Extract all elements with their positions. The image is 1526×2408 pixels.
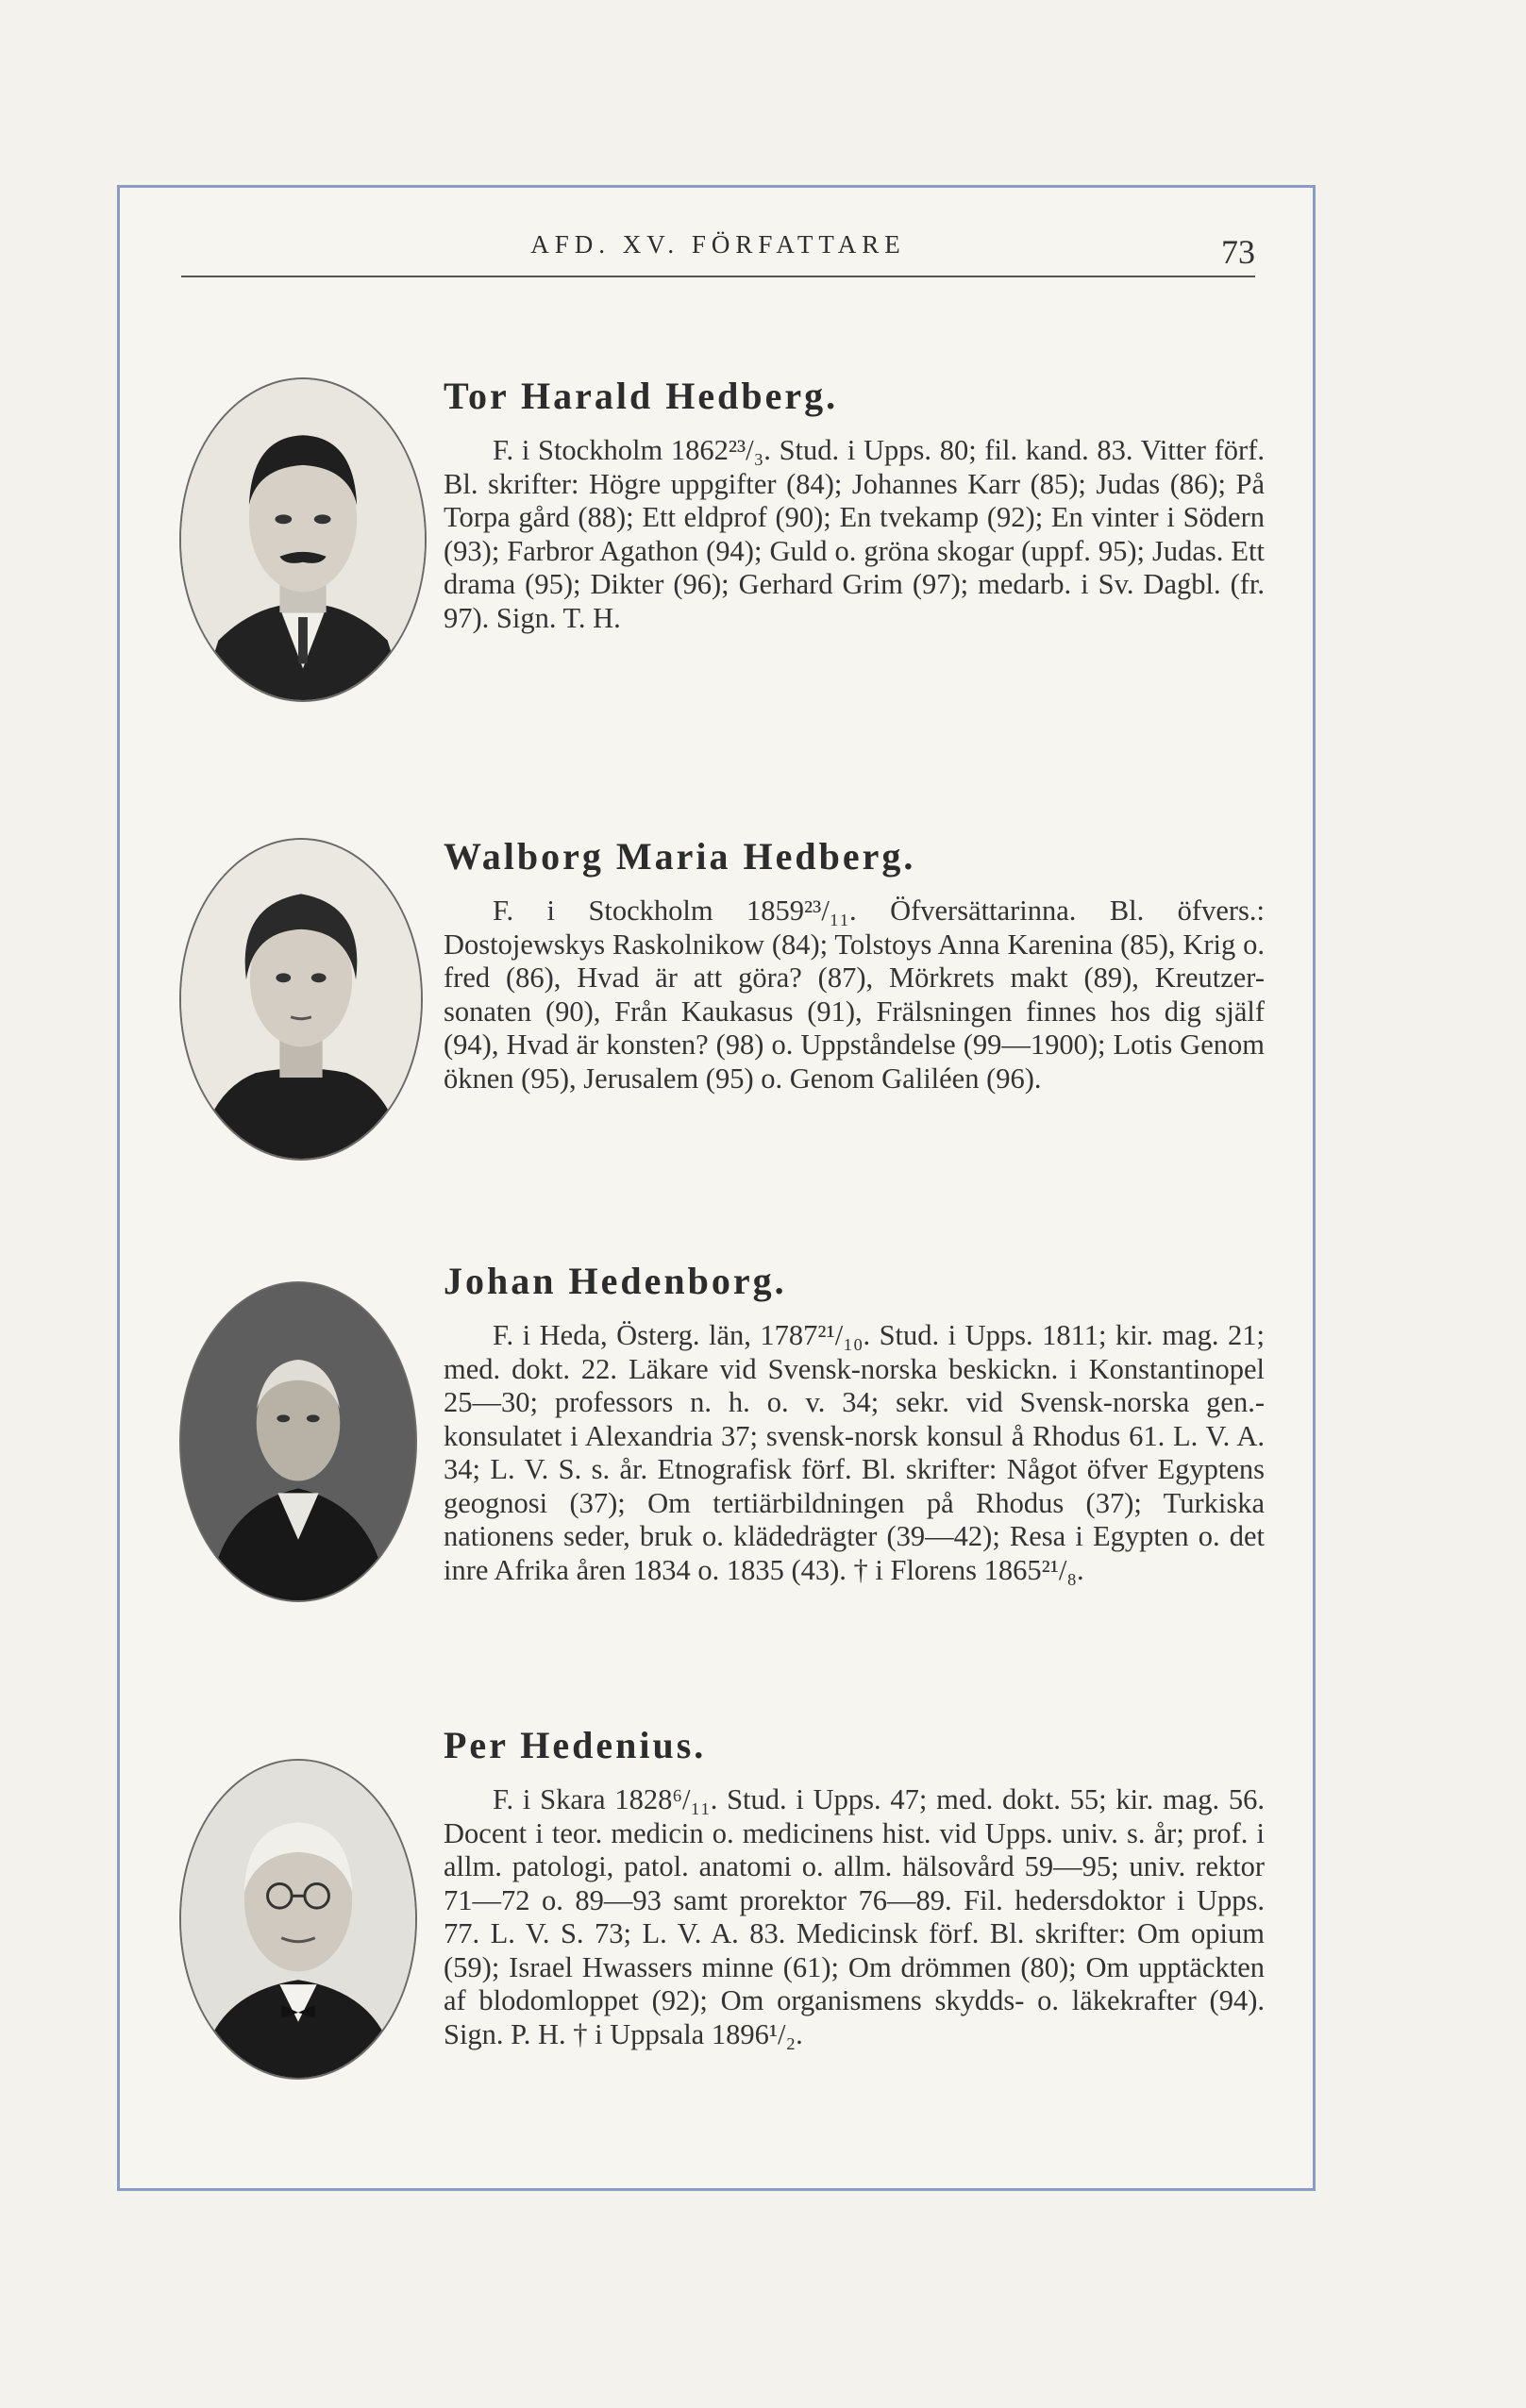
biography-text: F. i Stockholm 1859²³/₁₁. Öfversättarinna. Bl. öfvers.: Dostojewskys Raskolnikow (84); Tolstoys Anna Karenina (85), Krig o. fred (86), Hvad är att göra? (87), Mörkrets makt (89), Kreutzer-sonaten (90), Från Kaukasus (91), Frälsningen finnes hos dig själf (94), Hvad är konsten? (98) o. Uppståndelse (99—1900); Lotis Genom öknen (95), Jerusalem (95) o. Genom Galiléen (96). xyxy=(444,895,1265,1095)
bio-block xyxy=(444,1724,1265,2051)
author-name: Walborg Maria Hedberg. xyxy=(444,835,916,878)
portrait-woman-icon xyxy=(179,838,423,1161)
biography-text: F. i Heda, Österg. län, 1787²¹/₁₀. Stud. i Upps. 1811; kir. mag. 21; med. dokt. 22. Läkare vid Svensk-norska beskickn. i Konstantinopel 25—30; professors n. h. o. v. 34; sekr. vid Svensk-norska gen.-konsulatet i Alexandria 37; svensk-norsk konsul å Rhodus 61. L. V. A. 34; L. V. S. s. år. Etnografisk förf. Bl. skrifter: Något öfver Egyptens geognosi (37); Om tertiärbildningen på Rhodus (37); Turkiska nationens seder, bruk o. klädedrägter (39—42); Resa i Egypten o. det inre Afrika åren 1834 o. 1835 (43). † i Florens 1865²¹/₈. xyxy=(444,1319,1265,1586)
author-name: Tor Harald Hedberg. xyxy=(444,375,839,417)
biography-text: F. i Skara 1828⁶/₁₁. Stud. i Upps. 47; med. dokt. 55; kir. mag. 56. Docent i teor. medicin o. medicinens hist. vid Upps. univ. s. år; prof. i allm. patologi, patol. anatomi o. allm. hälsovård 59—95; univ. rektor 71—72 o. 89—93 samt prorektor 76—89. Fil. hedersdoktor i Upps. 77. L. V. S. 73; L. V. A. 83. Medicinsk förf. Bl. skrifter: Om opium (59); Israel Hwassers minne (61); Om drömmen (80); Om upptäckten af blodomloppet (92); Om organismens skydds- o. läkekrafter (94). Sign. P. H. † i Uppsala 1896¹/₂. xyxy=(444,1783,1265,2050)
bio-block xyxy=(444,835,1265,1095)
bio-block xyxy=(444,1260,1265,1587)
section-title: AFD. XV. FÖRFATTARE xyxy=(530,230,906,259)
portrait-old-man-icon xyxy=(179,1281,417,1602)
author-name: Per Hedenius. xyxy=(444,1724,707,1766)
bio-block xyxy=(444,377,1265,635)
author-name: Johan Hedenborg. xyxy=(444,1260,787,1302)
page-number: 73 xyxy=(1221,233,1255,271)
portrait-man-mustache-icon xyxy=(179,377,427,702)
biography-text: F. i Stockholm 1862²³/₃. Stud. i Upps. 80; fil. kand. 83. Vitter förf. Bl. skrifter: Högre uppgifter (84); Johannes Karr (85); Judas (86); På Torpa gård (88); Ett eldprof (90); En tvekamp (92); En vinter i Södern (93); Farbror Agathon (94); Guld o. gröna skogar (uppf. 95); Judas. Ett drama (95); Dikter (96); Gerhard Grim (97); medarb. i Sv. Dagbl. (fr. 97). Sign. T. H. xyxy=(444,434,1265,634)
portrait-man-glasses-icon xyxy=(179,1759,417,2080)
page-header xyxy=(181,226,1255,277)
